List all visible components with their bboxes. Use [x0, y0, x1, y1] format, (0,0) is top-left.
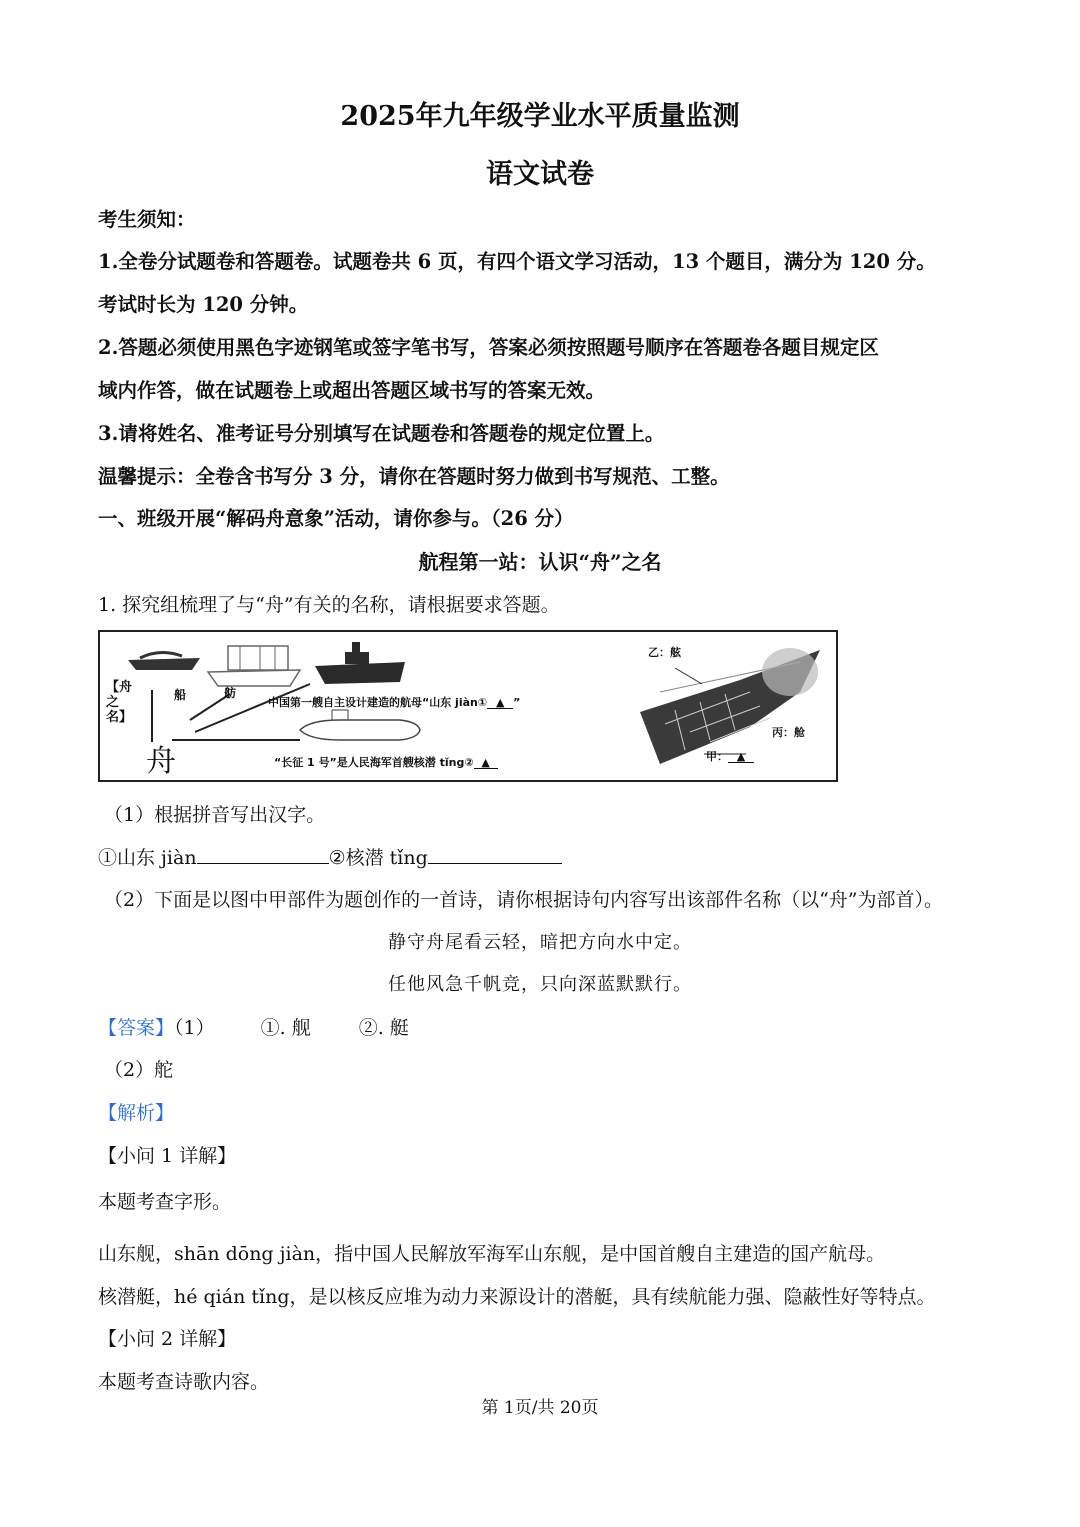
question-1-part-2: （2）下面是以图中甲部件为题创作的一首诗，请你根据诗句内容写出该部件名称（以“舟”为部首）。	[104, 889, 944, 911]
poem-line-1: 静守舟尾看云轻，暗把方向水中定。	[388, 932, 692, 953]
analysis-1-line-1: 本题考查字形。	[98, 1191, 232, 1213]
analysis-1-line-2: 山东舰，shān dōng jiàn，指中国人民解放军海军山东舰，是中国首艘自主建造的国产航母。	[98, 1243, 886, 1265]
submarine-icon	[300, 720, 420, 740]
notice-item-2-cont: 域内作答，做在试题卷上或超出答题区域书写的答案无效。	[98, 379, 606, 402]
answer-label: 【答案】	[98, 1017, 175, 1039]
poem-line-2: 任他风急千帆竞，只向深蓝默默行。	[388, 974, 692, 995]
answer-row	[98, 1013, 409, 1040]
sub-question-1-heading: 【小问 1 详解】	[98, 1145, 237, 1167]
notice-heading: 考生须知：	[98, 208, 196, 231]
blank-1-line[interactable]	[197, 845, 329, 864]
notice-item-3: 3.请将姓名、准考证号分别填写在试题卷和答题卷的规定位置上。	[98, 422, 665, 445]
fill-blank-row	[98, 843, 562, 870]
jia-blank: ▲	[728, 750, 754, 763]
label-yi: 乙：舷	[648, 646, 681, 659]
warship-icon	[315, 662, 405, 684]
carrier-caption: 中国第一艘自主设计建造的航母“山东 jiàn① ▲ ”	[268, 696, 521, 709]
question-1-part-1: （1）根据拼音写出汉字。	[104, 804, 326, 826]
page-title: 2025年九年级学业水平质量监测	[340, 101, 740, 132]
sub-question-2-heading: 【小问 2 详解】	[98, 1328, 237, 1350]
blank-2-line[interactable]	[428, 845, 562, 864]
boat-icon	[128, 658, 200, 670]
page-number: 第 1页/共 20页	[481, 1398, 599, 1418]
carrier-blank: ▲	[487, 696, 513, 709]
pleasure-boat-icon	[228, 646, 288, 670]
analysis-1-line-3: 核潜艇，hé qián tǐng，是以核反应堆为动力来源设计的潜艇，具有续航能力强、隐蔽性好等特点。	[98, 1286, 936, 1308]
submarine-caption: “长征 1 号”是人民海军首艘核潜 tǐng② ▲	[274, 754, 498, 770]
submarine-blank: ▲	[474, 756, 498, 769]
label-bing: 丙：舱	[772, 726, 805, 739]
station-heading: 航程第一站：认识“舟”之名	[418, 550, 662, 574]
fang-character: 舫	[224, 686, 237, 700]
answer-2: ②. 艇	[358, 1017, 409, 1039]
answer-1: ①. 舰	[260, 1017, 311, 1039]
answer-part-2: （2）舵	[104, 1059, 174, 1081]
label-jia: 甲： ▲	[706, 748, 754, 764]
analysis-label: 【解析】	[98, 1102, 175, 1124]
section-heading: 一、班级开展“解码舟意象”活动，请你参与。（26 分）	[98, 507, 574, 530]
figure-side-label: 【舟之名】	[106, 680, 133, 725]
chuan-character: 船	[174, 688, 187, 702]
zhou-character: 舟	[146, 744, 176, 779]
notice-item-1: 1.全卷分试题卷和答题卷。试题卷共 6 页，有四个语文学习活动，13 个题目，满分为 120 分。	[98, 250, 936, 273]
ship-figure	[98, 630, 838, 782]
notice-item-1-cont: 考试时长为 120 分钟。	[98, 293, 309, 316]
analysis-2-line-1: 本题考查诗歌内容。	[98, 1371, 270, 1393]
page-subtitle: 语文试卷	[486, 159, 594, 190]
blank-1-label: ①山东 jiàn	[98, 847, 197, 869]
answer-part-1-prefix: （1）	[174, 1017, 215, 1039]
notice-item-2: 2.答题必须使用黑色字迹钢笔或签字笔书写，答案必须按照题号顺序在答题卷各题目规定区	[98, 336, 879, 359]
question-1: 1. 探究组梳理了与“舟”有关的名称，请根据要求答题。	[98, 594, 560, 616]
notice-tip: 温馨提示：全卷含书写分 3 分，请你在答题时努力做到书写规范、工整。	[98, 465, 730, 488]
blank-2-label: ②核潜 tǐng	[328, 847, 428, 869]
